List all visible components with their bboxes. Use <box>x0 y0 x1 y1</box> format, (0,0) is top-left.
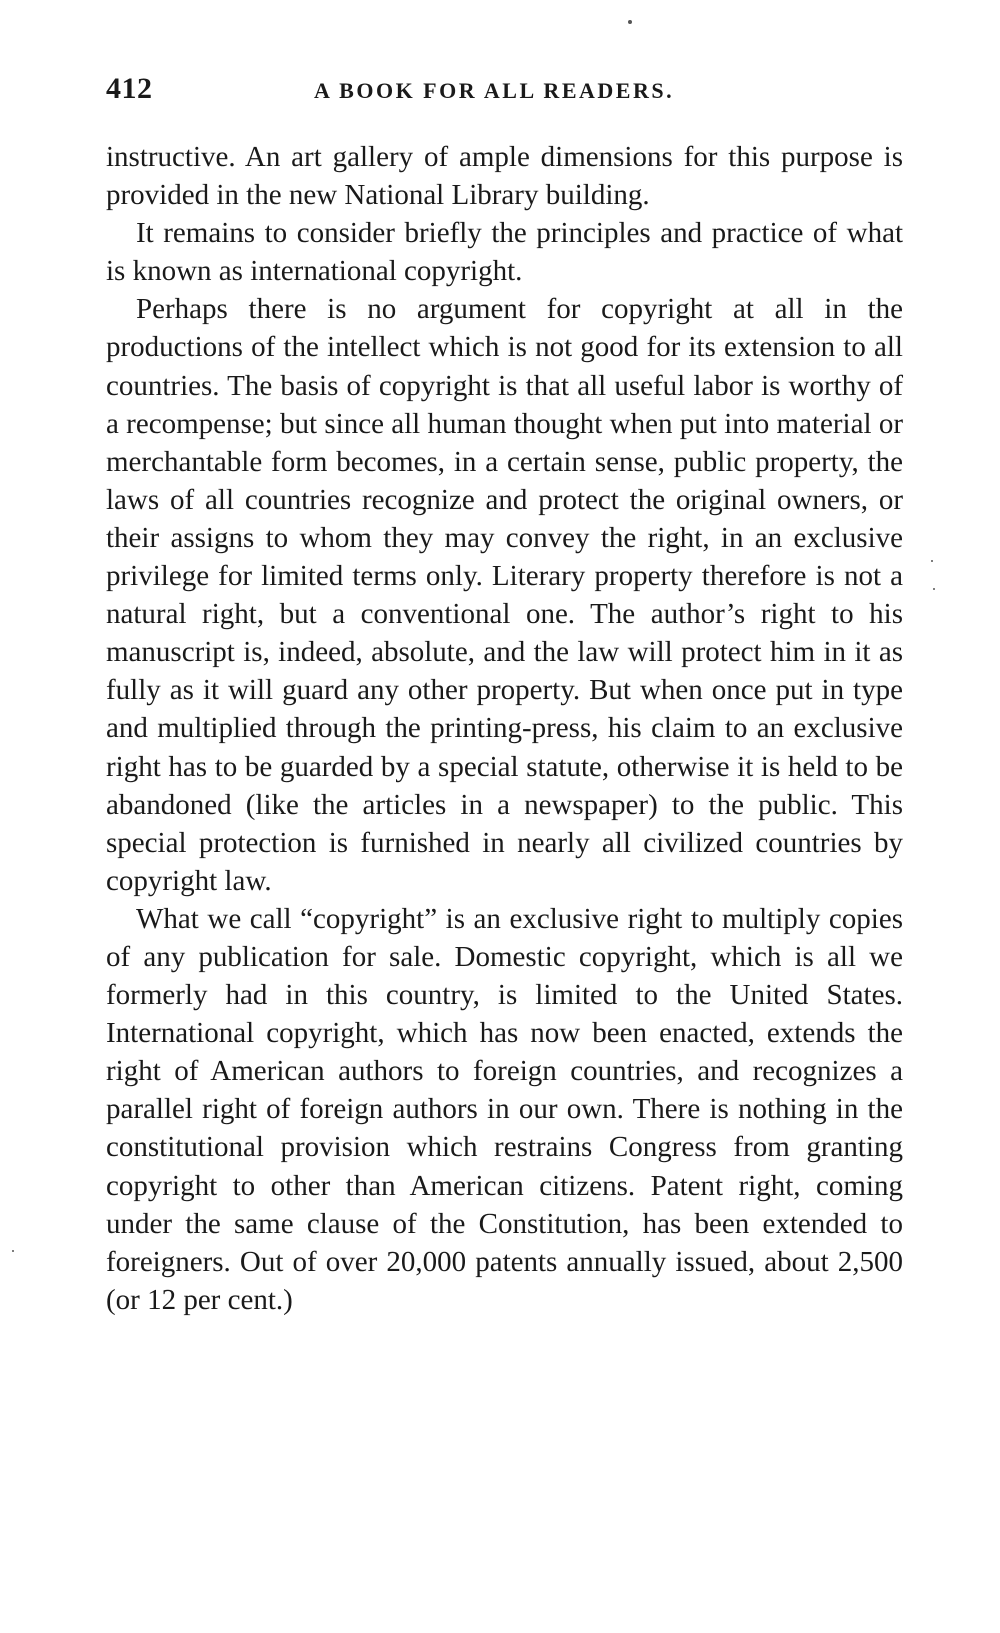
paragraph: What we call “copyright” is an exclusive right to multiply copies of any publication for sale. Domestic copyright, which is all we formerly had in this country, is limited to the United States. International copyright, which has now been enacted, extends the right of American authors to foreign countries, and recognizes a parallel right of foreign authors in our own. There is nothing in the constitutional provision which restrains Congress from granting copyright to other than American citizens. Patent right, coming under the same clause of the Constitution, has been extended to foreigners. Out of over 20,000 patents annually issued, about 2,500 (or 12 per cent.) <box>106 902 903 1316</box>
paragraph: Perhaps there is no argument for copyright at all in the productions of the intellect which is not good for its extension to all countries. The basis of copyright is that all useful labor is worthy of a recompense; but since all human thought when put into material or merchantable form becomes, in a certain sense, public property, the laws of all countries recognize and protect the original owners, or their assigns to whom they may convey the right, in an exclusive privilege for limited terms only. Literary property therefore is not a natural right, but a conventional one. The author’s right to his manuscript is, indeed, absolute, and the law will protect him in it as fully as it will guard any other property. But when once put in type and multiplied through the printing-press, his claim to an exclusive right has to be guarded by a special statute, otherwise it is held to be abandoned (like the articles in a newspaper) to the public. This special protection is furnished in nearly all civilized countries by copyright law. <box>106 293 903 897</box>
body-text <box>106 138 903 1319</box>
print-speck <box>933 588 935 590</box>
print-speck <box>931 560 933 562</box>
running-title: A BOOK FOR ALL READERS. <box>314 78 675 103</box>
print-speck <box>12 1250 14 1252</box>
page-number: 412 <box>106 72 153 105</box>
paragraph: It remains to consider briefly the principles and practice of what is known as international copyright. <box>106 217 903 288</box>
paragraph-continuation: instructive. An art gallery of ample dimensions for this purpose is provided in the new National Library building. <box>106 141 903 212</box>
print-speck <box>628 20 632 24</box>
running-head <box>106 72 906 112</box>
